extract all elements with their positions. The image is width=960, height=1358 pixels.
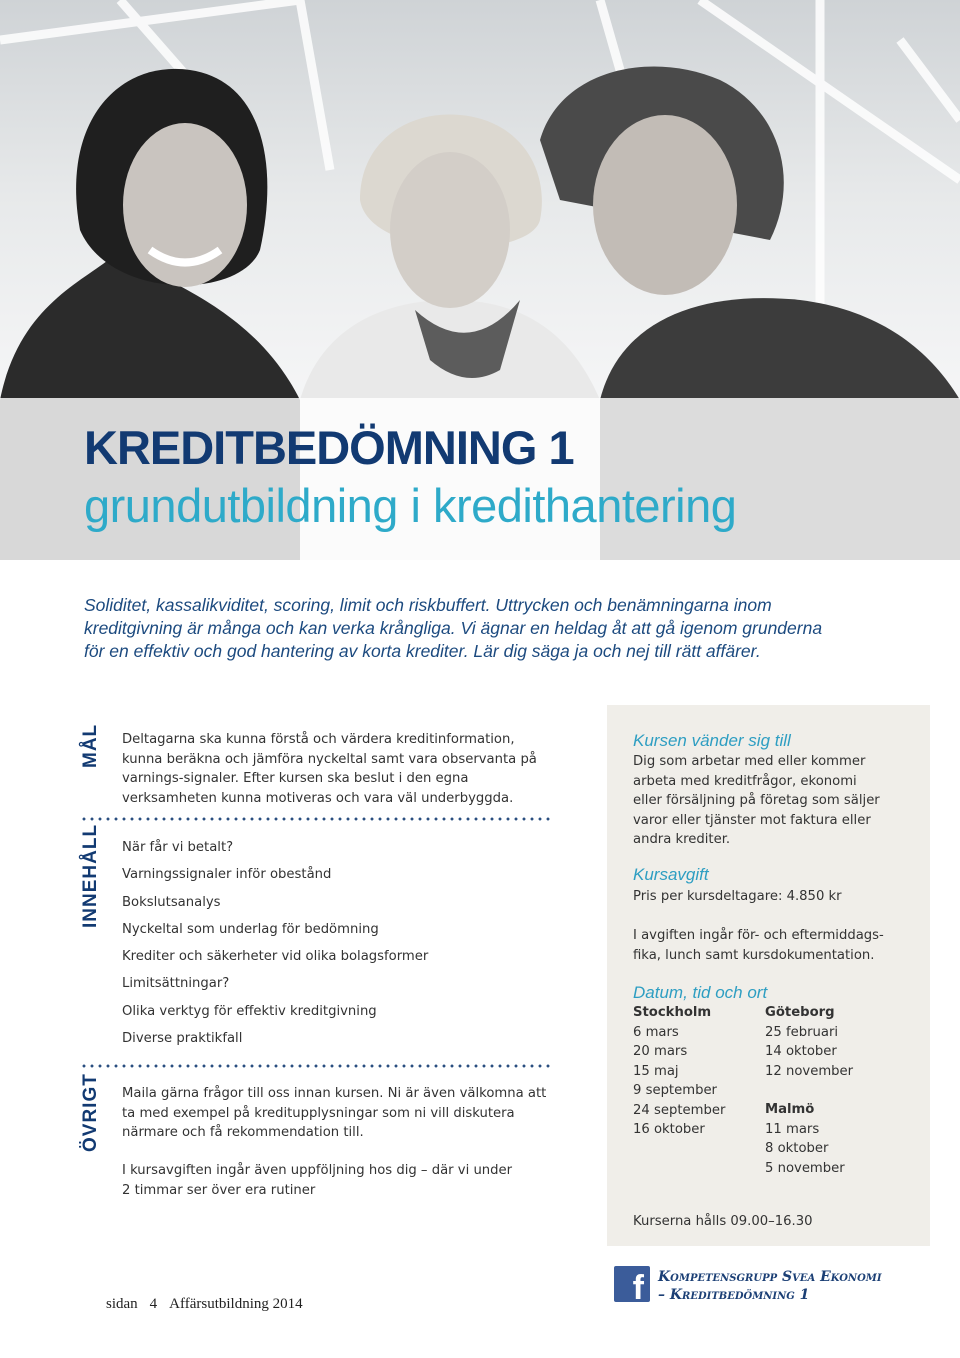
list-item: Krediter och säkerheter vid olika bolagsformer [122, 949, 429, 965]
course-date: 14 oktober [765, 1044, 837, 1059]
list-item: Bokslutsanalys [122, 894, 221, 910]
goal-text: Deltagarna ska kunna förstå och värdera kreditinformation, kunna beräkna och jämföra nyckeltal samt vara observanta på varnings-signaler. Efter kursen ska beslut i den egna verksamheten kunna motiveras och vara väl underbyggda. [122, 732, 537, 806]
intro-paragraph: Soliditet, kassalikviditet, scoring, limit och riskbuffert. Uttrycken och benämningarna inom kreditgivning är många och kan verka krångliga. Vi ägnar en heldag åt att gå igenom grunderna för en effektiv och god hantering av korta krediter. Lär dig säga ja och nej till rätt affärer. [84, 595, 823, 661]
facebook-icon[interactable] [614, 1266, 650, 1307]
facebook-group-name: Kompetensgrupp Svea Ekonomi [658, 1269, 882, 1285]
content-list [122, 838, 552, 1056]
schedule-malmo [765, 1100, 845, 1178]
publication-name: Affärsutbildning 2014 [169, 1296, 303, 1312]
page-footer [106, 1296, 315, 1313]
page-number: 4 [149, 1296, 158, 1312]
facebook-group-subtitle: – Kreditbedömning 1 [658, 1287, 810, 1303]
page-title: KREDITBEDÖMNING 1 [84, 421, 574, 474]
divider [80, 817, 552, 821]
course-date: 11 mars [765, 1121, 820, 1137]
course-date: 25 februari [765, 1024, 839, 1040]
list-item: Varningssignaler inför obestånd [122, 867, 332, 883]
other-text: Maila gärna frågor till oss innan kursen. Ni är även välkomna att ta med exempel på kreditupplysningar som ni vill diskutera närmare och få rekommendation till. [122, 1086, 547, 1140]
divider [80, 1064, 552, 1068]
city-name: Stockholm [633, 1005, 712, 1020]
facebook-group-link[interactable] [658, 1268, 882, 1304]
list-item: Nyckeltal som underlag för bedömning [122, 921, 379, 937]
section-label-ovrigt: ÖVRIGT [80, 1073, 101, 1152]
list-item: Diverse praktikfall [122, 1031, 243, 1047]
course-date: 12 november [765, 1063, 854, 1079]
course-date: 20 mars [633, 1044, 688, 1059]
time-note: Kurserna hålls 09.00–16.30 [633, 1214, 813, 1229]
audience-heading: Kursen vänder sig till [633, 731, 791, 750]
page-word: sidan [106, 1296, 138, 1312]
audience-text: Dig som arbetar med eller kommer arbeta med kreditfrågor, ekonomi eller försäljning på företag som säljer varor eller tjänster mot faktura eller andra krediter. [633, 754, 880, 847]
list-item: Olika verktyg för effektiv kreditgivning [122, 1003, 377, 1019]
course-date: 9 september [633, 1083, 717, 1098]
course-date: 5 november [765, 1160, 845, 1176]
fee-text: Pris per kursdeltagare: 4.850 kr [633, 889, 842, 904]
fee-includes-text: I avgiften ingår för- och eftermiddags-fika, lunch samt kursdokumentation. [633, 928, 884, 963]
section-label-mal: MÅL [80, 723, 101, 768]
schedule-stockholm [633, 1003, 725, 1140]
followup-text: I kursavgiften ingår även uppföljning hos dig – där vi under 2 timmar ser över era rutiner [122, 1163, 513, 1198]
facebook-icon-letter: f [632, 1269, 644, 1307]
course-date: 6 mars [633, 1024, 679, 1040]
course-date: 15 maj [633, 1063, 679, 1079]
fee-heading: Kursavgift [633, 865, 709, 884]
section-label-innehall: INNEHÅLL [80, 823, 101, 928]
course-date: 24 september [633, 1102, 726, 1118]
course-date: 8 oktober [765, 1141, 829, 1156]
list-item: Limitsättningar? [122, 976, 230, 992]
page-subtitle: grundutbildning i kredithantering [84, 479, 737, 532]
course-date: 16 oktober [633, 1122, 705, 1137]
city-name: Malmö [765, 1102, 815, 1117]
city-name: Göteborg [765, 1005, 835, 1020]
list-item: När får vi betalt? [122, 840, 234, 855]
schedule-goteborg [765, 1003, 853, 1081]
dates-heading: Datum, tid och ort [633, 983, 768, 1002]
